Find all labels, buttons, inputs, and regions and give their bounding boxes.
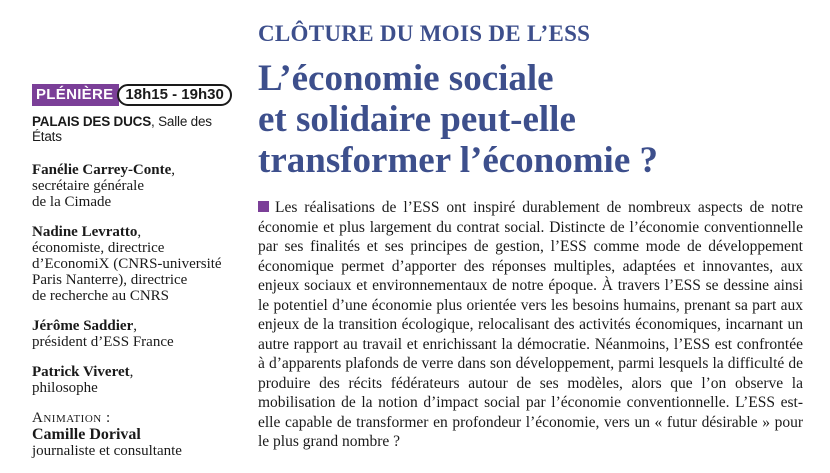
speaker-name: Nadine Levratto	[32, 224, 138, 240]
title-line: et solidaire peut-elle	[258, 99, 576, 140]
body-paragraph	[258, 198, 803, 452]
session-type-badge: PLÉNIÈRE	[32, 84, 119, 106]
session-time-badge: 18h15 - 19h30	[117, 84, 231, 106]
session-sidebar	[32, 84, 242, 473]
speaker-item: Nadine Levratto, économiste, directrice d’EconomiX (CNRS-université Paris Nanterre), directrice de recherche au CNRS	[32, 224, 222, 304]
article-kicker: CLÔTURE DU MOIS DE L’ESS	[258, 21, 591, 46]
speaker-role-line: philosophe	[32, 380, 98, 396]
venue-room: , Salle des États	[32, 114, 212, 144]
speaker-item: Fanélie Carrey-Conte, secrétaire générale de la Cimade	[32, 162, 176, 210]
animation-block	[32, 410, 242, 459]
article-body	[258, 198, 803, 452]
title-line: transformer l’économie ?	[258, 140, 659, 181]
animator-name: Camille Dorival	[32, 426, 141, 443]
venue-name: PALAIS DES DUCS	[32, 114, 152, 129]
article	[258, 20, 803, 452]
speaker-list	[32, 162, 242, 459]
speaker-item: Patrick Viveret, philosophe	[32, 364, 134, 396]
title-line: L’économie sociale	[258, 58, 554, 99]
session-venue	[32, 114, 242, 144]
animation-label: Animation :	[32, 410, 111, 426]
animator-role: journaliste et consultante	[32, 443, 182, 459]
speaker-role-line: de recherche au CNRS	[32, 288, 170, 304]
speaker-item: Jérôme Saddier, président d’ESS France	[32, 318, 174, 350]
session-tag-row	[32, 84, 242, 106]
speaker-name: Patrick Viveret	[32, 364, 130, 380]
speaker-role-line: président d’ESS France	[32, 334, 174, 350]
speaker-name: Jérôme Saddier	[32, 318, 134, 334]
body-text: Les réalisations de l’ESS ont inspiré durablement de nombreux aspects de notre économie et plus largement du contrat social. Distincte de l’économie conventionnelle par ses finalités et ses principes de gestion, l’ESS comme mode de développement économique permet d’apporter des réponses multiples, adaptées et innovantes, aux enjeux sociaux et environnementaux de notre époque. À travers l’ESS se dessine ainsi le potentiel d’une économie plus orientée vers les besoins humains, prenant sa part aux enjeux de la transition écologique, relocalisant des activités économiques, incarnant un autre rapport au travail et enrichissant la démocratie. Néanmoins, l’ESS est confrontée à d’apparents plafonds de verre dans son développement, parmi lesquels la difficulté de produire des récits fédérateurs autour de ses modèles, alors que l’on observe la mobilisation de la notion d’impact social par l’économie conventionnelle. L’ESS est-elle capable de transformer en profondeur l’économie, vers un « futur désirable » pour le plus grand nombre ?	[258, 199, 803, 450]
speaker-role-line: d’EconomiX (CNRS-université	[32, 256, 222, 272]
article-title	[258, 58, 803, 181]
square-bullet-icon	[258, 201, 269, 212]
speaker-name: Fanélie Carrey-Conte	[32, 162, 172, 178]
speaker-role-line: secrétaire générale	[32, 178, 144, 194]
speaker-role-line: Paris Nanterre), directrice	[32, 272, 188, 288]
speaker-role-line: économiste, directrice	[32, 240, 165, 256]
speaker-role-line: de la Cimade	[32, 194, 112, 210]
